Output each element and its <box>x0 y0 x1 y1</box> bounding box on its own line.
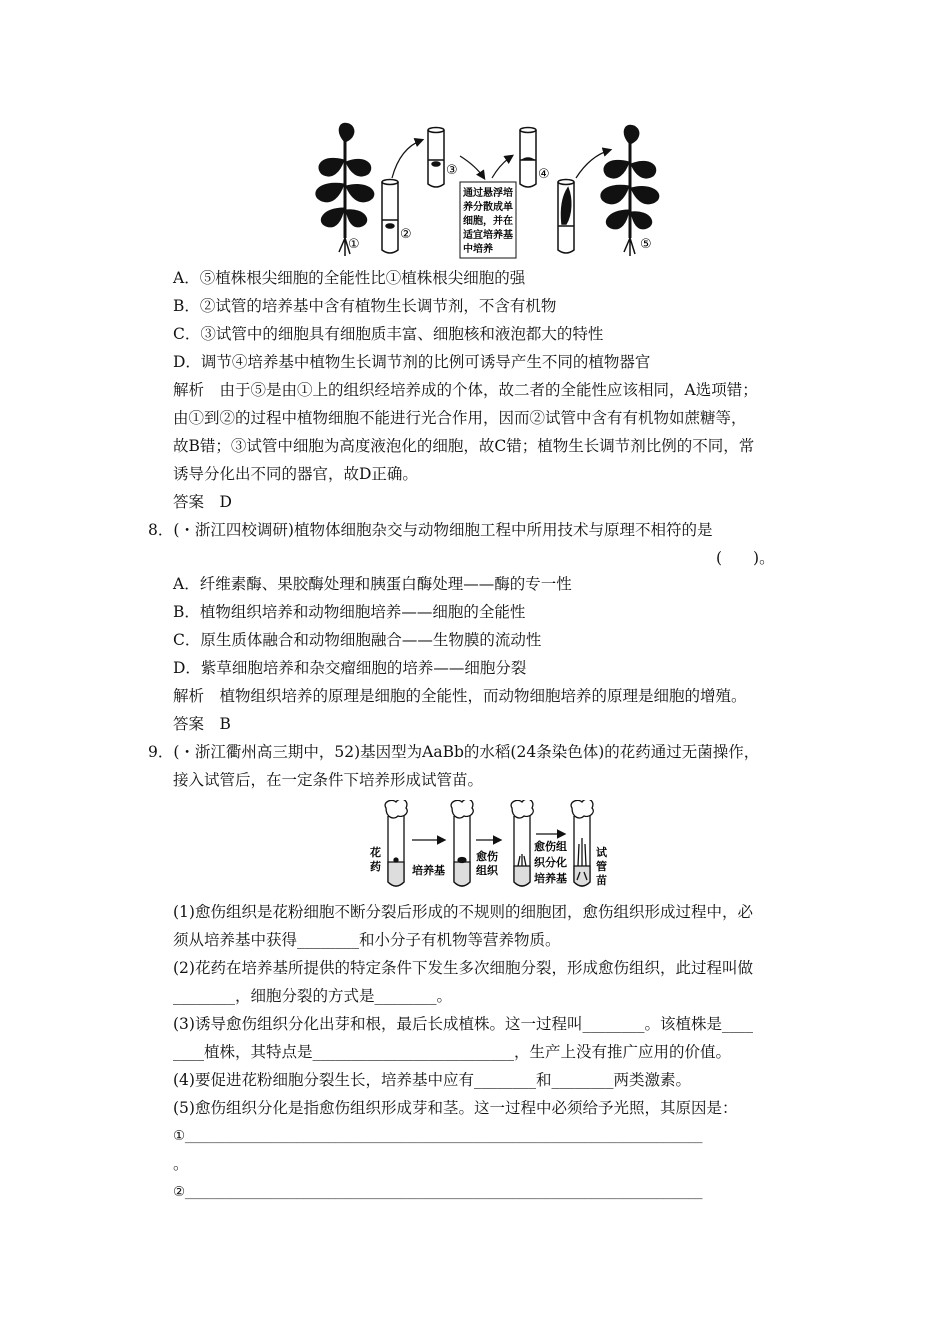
culture-tube-4-icon <box>571 800 593 886</box>
label-1: ① <box>348 237 360 252</box>
q7-option-b: B．②试管的培养基中含有植物生长调节剂，不含有机物 <box>173 297 557 315</box>
box-line-1: 通过悬浮培 <box>463 188 513 199</box>
q9-sub4: (4)要促进花粉细胞分裂生长，培养基中应有________和________两类激素。 <box>173 1071 691 1089</box>
culture-tube-1-icon <box>385 800 407 886</box>
q7-analysis-2: 由①到②的过程中植物细胞不能进行光合作用，因而②试管中含有有机物如蔗糖等， <box>173 409 747 427</box>
q9-sub5-answer2: ②_______________________________________________________________________________ <box>173 1184 703 1200</box>
peiyangji-label: 培养基 <box>412 864 445 877</box>
test-tube-plantlet-icon <box>558 180 574 254</box>
q7-option-c: C．③试管中的细胞具有细胞质丰富、细胞核和液泡都大的特性 <box>173 325 604 343</box>
q7-answer: 答案 D <box>173 493 232 511</box>
q7-option-a: A．⑤植株根尖细胞的全能性比①植株根尖细胞的强 <box>173 269 526 287</box>
arrow-3-box <box>460 156 484 178</box>
q8-option-d: D．紫草细胞培养和杂交瘤细胞的培养——细胞分裂 <box>173 659 527 677</box>
shiguanmiao-1: 试 <box>596 846 607 859</box>
q9-sub3-line2: ____植株，其特点是__________________________，生产上没有推广应用的价值。 <box>173 1043 732 1061</box>
huayao-2: 药 <box>370 860 381 873</box>
box-line-3: 细胞，并在 <box>463 216 513 227</box>
figure-anther-culture <box>368 800 618 896</box>
arrow-1-2 <box>392 140 422 178</box>
q9-sub1-line1: (1)愈伤组织是花粉细胞不断分裂后形成的不规则的细胞团，愈伤组织形成过程中，必 <box>173 903 753 921</box>
fenhua-3: 培养基 <box>534 872 567 885</box>
huayao-1: 花 <box>370 846 381 859</box>
q7-analysis-4: 诱导分化出不同的器官，故D正确。 <box>173 465 418 483</box>
q8-option-a: A．纤维素酶、果胶酶处理和胰蛋白酶处理——酶的专一性 <box>173 575 572 593</box>
q9-sub5-answer1: ①_______________________________________________________________________________ <box>173 1128 703 1144</box>
label-4: ④ <box>538 167 550 182</box>
figure-plant-culture <box>300 120 680 262</box>
culture-tube-3-icon <box>511 800 533 886</box>
q9-sub2-line2: ________，细胞分裂的方式是________。 <box>173 987 453 1005</box>
q9-stem-1: 9．(・浙江衢州高三期中，52)基因型为AaBb的水稻(24条染色体)的花药通过无菌操作， <box>148 743 760 761</box>
q7-analysis-3: 故B错；③试管中细胞为高度液泡化的细胞，故C错；植物生长调节剂比例的不同，常 <box>173 437 755 455</box>
fenhua-1: 愈伤组 <box>534 840 567 853</box>
box-line-4: 适宜培养基 <box>463 230 513 241</box>
q8-stem: 8．(・浙江四校调研)植物体细胞杂交与动物细胞工程中所用技术与原理不相符的是 <box>148 521 713 539</box>
q9-stem-2: 接入试管后，在一定条件下培养形成试管苗。 <box>173 771 484 789</box>
yushang-2: 组织 <box>476 864 498 877</box>
test-tube-4-icon <box>520 128 536 188</box>
q7-option-d: D．调节④培养基中植物生长调节剂的比例可诱导产生不同的植物器官 <box>173 353 651 371</box>
q9-sub2-line1: (2)花药在培养基所提供的特定条件下发生多次细胞分裂，形成愈伤组织，此过程叫做 <box>173 959 753 977</box>
yushang-1: 愈伤 <box>476 850 498 863</box>
culture-tube-2-icon <box>451 800 473 886</box>
plant-1-icon <box>316 123 374 256</box>
label-2: ② <box>400 227 412 242</box>
q9-sub3-line1: (3)诱导愈伤组织分化出芽和根，最后长成植株。这一过程叫________。该植株是____ <box>173 1015 753 1033</box>
test-tube-2-icon <box>382 180 398 254</box>
q8-analysis: 解析 植物组织培养的原理是细胞的全能性，而动物细胞培养的原理是细胞的增殖。 <box>173 687 747 705</box>
fenhua-2: 织分化 <box>534 856 567 869</box>
box-line-5: 中培养 <box>463 244 493 255</box>
shiguanmiao-3: 苗 <box>596 874 607 887</box>
q8-answer: 答案 B <box>173 715 231 733</box>
q8-bracket: ( )。 <box>716 549 775 567</box>
arrow-box-4 <box>492 156 512 178</box>
q9-sub5-period: 。 <box>173 1155 189 1173</box>
test-tube-3-icon <box>428 128 444 188</box>
box-line-2: 养分散成单 <box>463 202 513 213</box>
q7-analysis-1: 解析 由于⑤是由①上的组织经培养成的个体，故二者的全能性应该相同，A选项错； <box>173 381 758 399</box>
q8-option-b: B．植物组织培养和动物细胞培养——细胞的全能性 <box>173 603 526 621</box>
q9-sub5: (5)愈伤组织分化是指愈伤组织形成芽和茎。这一过程中必须给予光照，其原因是： <box>173 1099 738 1117</box>
shiguanmiao-2: 管 <box>596 860 607 873</box>
q8-option-c: C．原生质体融合和动物细胞融合——生物膜的流动性 <box>173 631 542 649</box>
label-3: ③ <box>446 163 458 178</box>
label-5: ⑤ <box>640 237 652 252</box>
q9-sub1-line2: 须从培养基中获得________和小分子有机物等营养物质。 <box>173 931 561 949</box>
